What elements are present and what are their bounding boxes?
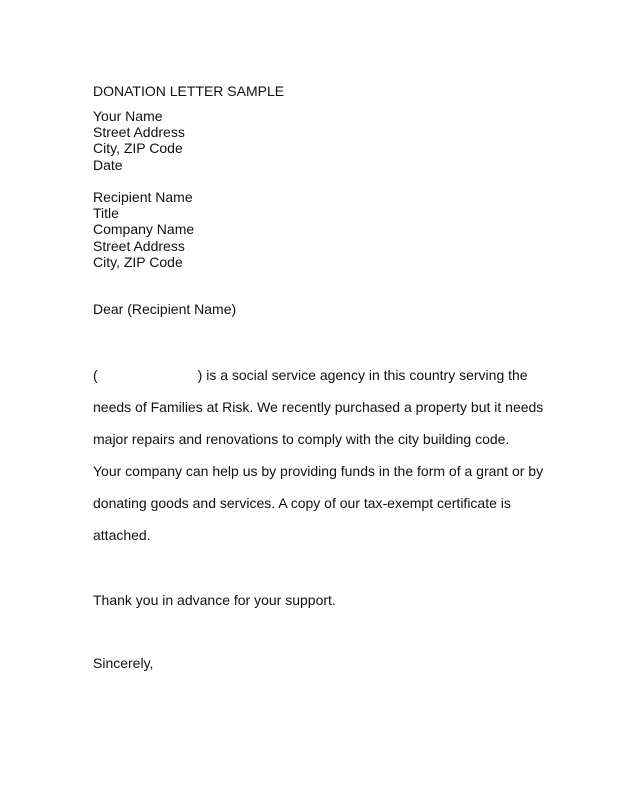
recipient-city-zip: City, ZIP Code [93, 253, 183, 270]
recipient-address-block [93, 189, 194, 270]
document-title: DONATION LETTER SAMPLE [93, 83, 285, 99]
closing: Sincerely, [93, 655, 154, 671]
body-line-5: donating goods and services. A copy of our tax-exempt certificate is [93, 495, 511, 511]
body-line-2: needs of Families at Risk. We recently purchased a property but it needs [93, 399, 544, 415]
letter-date: Date [93, 156, 123, 173]
recipient-name: Recipient Name [93, 189, 193, 205]
sender-city-zip: City, ZIP Code [93, 140, 183, 157]
sender-street: Street Address [93, 124, 185, 141]
body-line-4: Your company can help us by providing funds in the form of a grant or by [93, 463, 544, 479]
recipient-company: Company Name [93, 221, 195, 238]
body-line-1-text: ) is a social service agency in this country serving the [197, 367, 528, 383]
body-line-3: major repairs and renovations to comply with the city building code. [93, 431, 510, 447]
body-line-1-open-paren: ( [93, 367, 98, 383]
body-line-1 [93, 367, 528, 383]
salutation: Dear (Recipient Name) [93, 301, 237, 317]
sender-address-block [93, 108, 185, 173]
recipient-street: Street Address [93, 237, 185, 254]
recipient-title: Title [93, 205, 119, 222]
body-line-6: attached. [93, 527, 151, 543]
thank-you-line: Thank you in advance for your support. [93, 592, 336, 608]
sender-name: Your Name [93, 108, 163, 124]
